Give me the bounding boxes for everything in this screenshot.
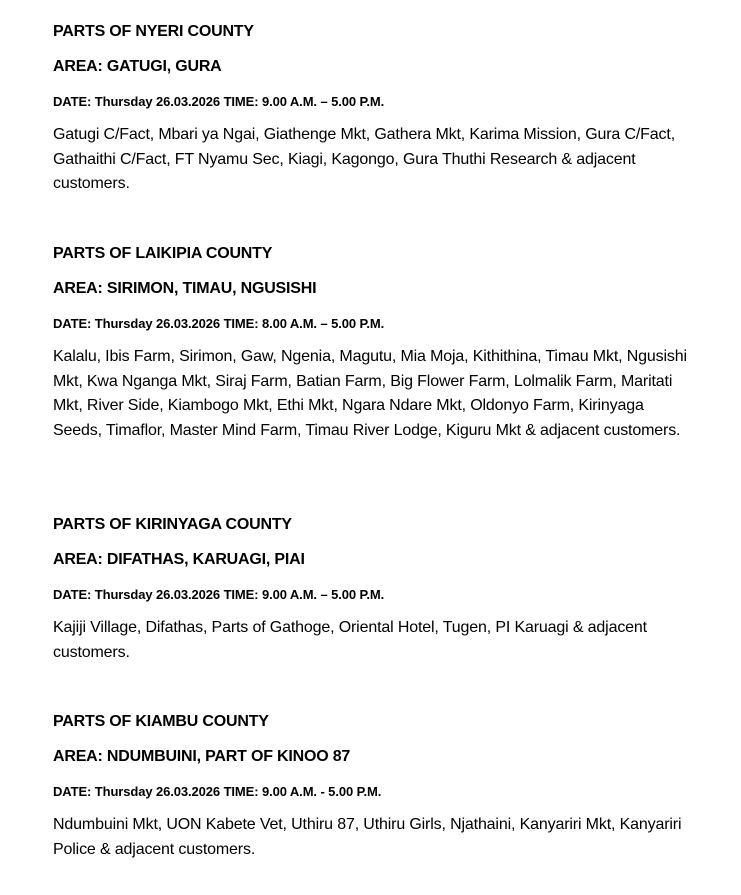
county-section-nyeri — [53, 22, 693, 197]
affected-locations: Ndumbuini Mkt, UON Kabete Vet, Uthiru 87, Uthiru Girls, Njathaini, Kanyariri Mkt, Kanyariri Police & adjacent customers. — [53, 816, 682, 858]
date-time-line: DATE: Thursday 26.03.2026 TIME: 9.00 A.M. – 5.00 P.M. — [53, 94, 385, 109]
area-heading: AREA: SIRIMON, TIMAU, NGUSISHI — [53, 280, 317, 297]
affected-locations: Gatugi C/Fact, Mbari ya Ngai, Giathenge Mkt, Gathera Mkt, Karima Mission, Gura C/Fact, Gathaithi C/Fact, FT Nyamu Sec, Kiagi, Kagongo, Gura Thuthi Research & adjacent customers. — [53, 126, 675, 193]
date-time-line: DATE: Thursday 26.03.2026 TIME: 9.00 A.M. – 5.00 P.M. — [53, 587, 385, 602]
county-heading: PARTS OF KIRINYAGA COUNTY — [53, 516, 292, 533]
affected-locations: Kalalu, Ibis Farm, Sirimon, Gaw, Ngenia, Magutu, Mia Moja, Kithithina, Timau Mkt, Ngusishi Mkt, Kwa Nganga Mkt, Siraj Farm, Batian Farm, Big Flower Farm, Lolmalik Farm, Maritati Mkt, River Side, Kiambogo Mkt, Ethi Mkt, Ngara Ndare Mkt, Oldonyo Farm, Kirinyaga Seeds, Timaflor, Master Mind Farm, Timau River Lodge, Kiguru Mkt & adjacent customers. — [53, 348, 687, 439]
area-heading: AREA: GATUGI, GURA — [53, 58, 222, 75]
county-heading: PARTS OF KIAMBU COUNTY — [53, 713, 269, 730]
county-heading: PARTS OF NYERI COUNTY — [53, 23, 254, 40]
date-time-line: DATE: Thursday 26.03.2026 TIME: 9.00 A.M. - 5.00 P.M. — [53, 784, 382, 799]
county-section-laikipia — [53, 244, 693, 443]
county-section-kirinyaga — [53, 515, 693, 665]
date-time-line: DATE: Thursday 26.03.2026 TIME: 8.00 A.M. – 5.00 P.M. — [53, 316, 385, 331]
area-heading: AREA: NDUMBUINI, PART OF KINOO 87 — [53, 748, 351, 765]
county-heading: PARTS OF LAIKIPIA COUNTY — [53, 245, 273, 262]
area-heading: AREA: DIFATHAS, KARUAGI, PIAI — [53, 551, 305, 568]
affected-locations: Kajiji Village, Difathas, Parts of Gathoge, Oriental Hotel, Tugen, PI Karuagi & adjacent customers. — [53, 619, 647, 661]
county-section-kiambu — [53, 712, 693, 862]
